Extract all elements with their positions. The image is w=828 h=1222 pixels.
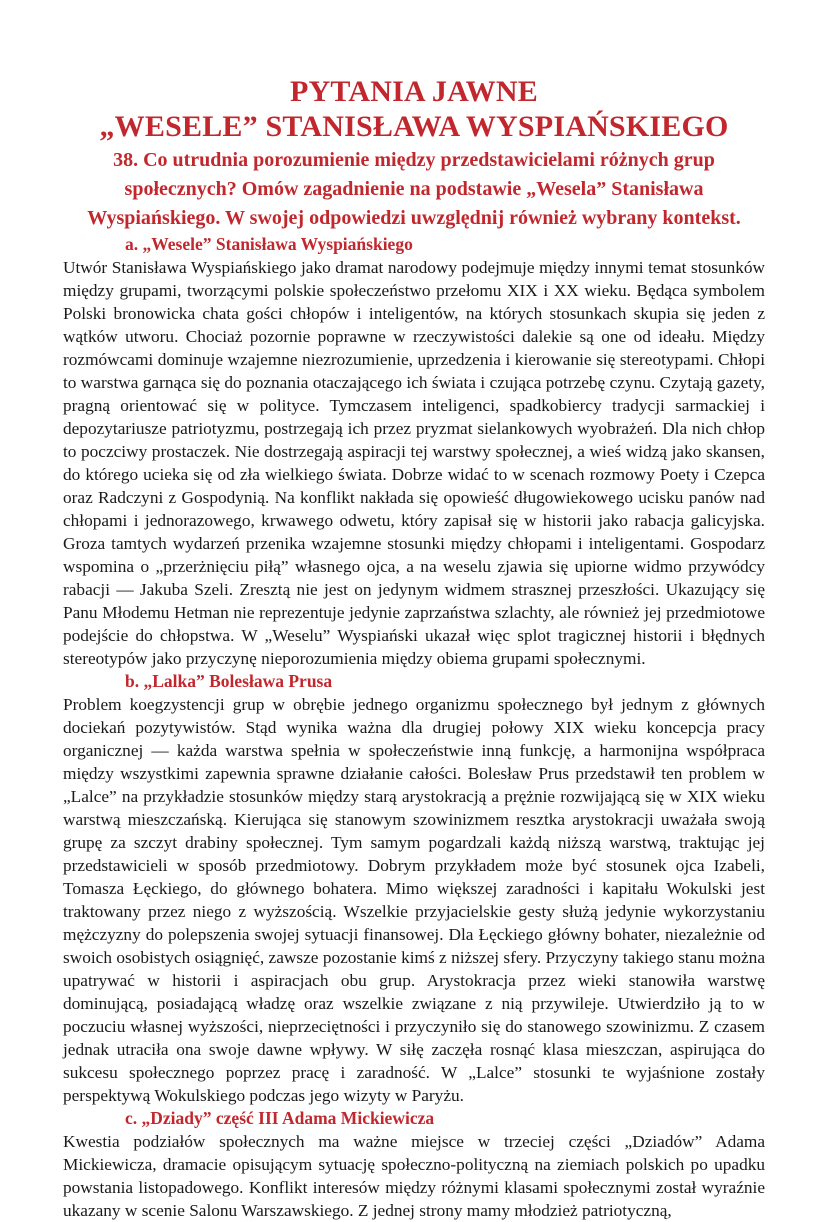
section-body-lalka: Problem koegzystencji grup w obrębie jednego organizmu społecznego był jednym z głównych dociekań pozytywistów. Stąd wynika ważna dla drugiej połowy XIX wieku koncepcja pracy organicznej — każda warstwa spełnia w społeczeństwie inną funkcję, a harmonijna współpraca między wszystkimi zapewnia sprawne działanie całości. Bolesław Prus przedstawił ten problem w „Lalce” na przykładzie stosunków między starą arystokracją a prężnie rozwijającą się w XIX wieku warstwą mieszczańską. Kierująca się stanowym szowinizmem resztka arystokracji uważała swoją grupę za szczyt drabiny społecznej. Tym samym pogardzali każdą niższą warstwą, traktując jej przedstawicieli w sposób przedmiotowy. Dobrym przykładem może być stosunek ojca Izabeli, Tomasza Łęckiego, do głównego bohatera. Mimo większej zaradności i kapitału Wokulski jest traktowany przez niego z wyższością. Wszelkie przyjacielskie gesty służą jedynie wykorzystaniu mężczyzny do polepszenia swojej sytuacji finansowej. Dla Łęckiego główny bohater, niezależnie od swoich osobistych osiągnięć, zawsze pozostanie kimś z niższej sfery. Przyczyny takiego stanu można upatrywać w historii i aspiracjach obu grup. Arystokracja przez wieki stanowiła warstwę dominującą, posiadającą władzę oraz wszelkie związane z nią przywileje. Utwierdziło ją to w poczuciu własnej wyższości, nieprzeciętności i przyczyniło się do stanowego szowinizmu. Z czasem jednak utraciła ona swoje dawne wpływy. W siłę zaczęła rosnąć klasa mieszczan, aspirująca do sukcesu społecznego poprzez pracę i zaradność. W „Lalce” stosunki te wyjaśnione zostały perspektywą Wokulskiego podczas jego wizyty w Paryżu. — [63, 695, 765, 1105]
section-wesele — [63, 233, 765, 670]
exam-question: 38. Co utrudnia porozumienie między przedstawicielami różnych grup społecznych? Omów zagadnienie na podstawie „Wesela” Stanisława Wyspiańskiego. W swojej odpowiedzi uwzględnij również wybrany kontekst. — [87, 149, 741, 229]
section-body-wesele: Utwór Stanisława Wyspiańskiego jako dramat narodowy podejmuje między innymi temat stosunków między grupami, tworzącymi polskie społeczeństwo przełomu XIX i XX wieku. Będąca symbolem Polski bronowicka chata gości chłopów i inteligentów, na których stosunkach skupia się jeden z wątków utworu. Chociaż pozornie poprawne w rzeczywistości dalekie są one od ideału. Między rozmówcami dominuje wzajemne niezrozumienie, uprzedzenia i kierowanie się stereotypami. Chłopi to warstwa garnąca się do poznania otaczającego ich świata i czująca potrzebę czynu. Czytają gazety, pragną orientować się w polityce. Tymczasem inteligenci, spadkobiercy tradycji sarmackiej i depozytariusze patriotyzmu, postrzegają ich przez pryzmat sielankowych wyobrażeń. Dla nich chłop to poczciwy prostaczek. Nie dostrzegają aspiracji tej warstwy społecznej, a wieś widzą jako skansen, do którego ucieka się od zła wielkiego świata. Dobrze widać to w scenach rozmowy Poety i Czepca oraz Radczyni z Gospodynią. Na konflikt nakłada się opowieść długowiekowego ucisku panów nad chłopami i jednorazowego, krwawego odwetu, który zapisał się w historii jako rabacja galicyjska. Groza tamtych wydarzeń przenika wzajemne stosunki między chłopami i inteligentami. Gospodarz wspomina o „przerżnięciu piłą” własnego ojca, a na weselu zjawia się upiorne widmo przywódcy rabacji — Jakuba Szeli. Zresztą nie jest on jedynym widmem strasznej przeszłości. Ukazujący się Panu Młodemu Hetman nie reprezentuje jedynie zaprzaństwa szlachty, ale również jej przedmiotowe podejście do chłopstwa. W „Weselu” Wyspiański ukazał więc splot tragicznej historii i błędnych stereotypów jako przyczynę nieporozumienia między obiema grupami społecznymi. — [63, 258, 765, 668]
section-lalka — [63, 670, 765, 1107]
section-heading-lalka: b. „Lalka” Bolesława Prusa — [125, 671, 333, 691]
section-heading-wesele: a. „Wesele” Stanisława Wyspiańskiego — [125, 234, 413, 254]
section-body-dziady: Kwestia podziałów społecznych ma ważne miejsce w trzeciej części „Dziadów” Adama Mickiewicza, dramacie opisującym sytuację społeczno-polityczną na ziemiach polskich po upadku powstania listopadowego. Konflikt interesów między różnymi klasami społecznymi został wyraźnie ukazany w scenie Salonu Warszawskiego. Z jednej strony mamy młodzież patriotyczną, — [63, 1132, 765, 1220]
section-heading-dziady: c. „Dziady” część III Adama Mickiewicza — [125, 1108, 435, 1128]
page-title: PYTANIA JAWNE — [290, 75, 538, 108]
section-dziady — [63, 1107, 765, 1222]
page-subtitle: „WESELE” STANISŁAWA WYSPIAŃSKIEGO — [99, 110, 729, 143]
